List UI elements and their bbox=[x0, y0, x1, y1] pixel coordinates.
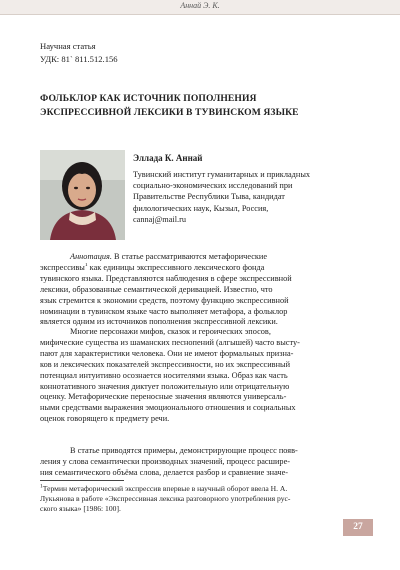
paragraph-line: ков и лексических показателей экспрессивности, но их экспрессивный bbox=[40, 359, 291, 369]
footnote-divider bbox=[40, 480, 124, 481]
paragraph-line: ными средствами выражения эмоционального отношения и социальных bbox=[40, 403, 296, 413]
paragraph-line: потенциал интуитивно осознается носителями языка. Образ как часть bbox=[40, 370, 288, 380]
abstract-text: экспрессивы bbox=[40, 262, 85, 272]
paragraph-line: оценок говорящего к предмету речи. bbox=[40, 414, 170, 424]
paragraph-line: ления у слова семантически производных значений, процесс расшире- bbox=[40, 456, 291, 466]
footnote-text: Термин метафорический экспрессив впервые в научный оборот ввела Н. А. bbox=[42, 484, 288, 493]
affiliation-line: филологических наук, Кызыл, Россия, bbox=[133, 203, 269, 213]
paragraph-3 bbox=[40, 446, 371, 479]
paragraph-line: оценку. Метафорические переносные значения являются универсаль- bbox=[40, 392, 287, 402]
abstract-line bbox=[40, 263, 371, 274]
footnote-marker: 1 bbox=[40, 483, 43, 490]
affiliation-line: Тувинский институт гуманитарных и прикладных bbox=[133, 170, 311, 179]
footnote-line bbox=[40, 484, 371, 494]
footnote-line: Лукьянова в работе «Экспрессивная лексика разговорного употребления рус- bbox=[40, 494, 291, 503]
footnote-line: ского языка» [1986: 100]. bbox=[40, 504, 121, 513]
abstract-line: номинации в тувинском языке часто выполняет метафора, а фольклор bbox=[40, 306, 288, 316]
abstract bbox=[40, 252, 371, 328]
abstract-line bbox=[40, 252, 371, 263]
paragraph-line: пают для характеристики человека. Они не имеют формальных призна- bbox=[40, 348, 294, 358]
author-email[interactable]: cannaj@mail.ru bbox=[133, 214, 187, 224]
paragraph-line: Многие персонажи мифов, сказок и героических эпосов, bbox=[70, 327, 271, 336]
author-affiliation bbox=[133, 169, 371, 225]
author-portrait-image bbox=[40, 150, 125, 240]
paragraph-line: мифические существа из шаманских песнопений (алгышей) часто высту- bbox=[40, 337, 300, 347]
udc-code: УДК: 81` 811.512.156 bbox=[40, 54, 118, 64]
paragraph-2 bbox=[40, 327, 371, 425]
affiliation-line: Правительстве Республики Тыва, кандидат bbox=[133, 192, 285, 202]
abstract-text: В статье рассматриваются метафорические bbox=[111, 252, 268, 261]
paragraph-line: ния семантического объёма слова, делается разбор и сравнение значе- bbox=[40, 467, 289, 477]
abstract-text: как единицы экспрессивного лексического фонда bbox=[87, 262, 265, 272]
abstract-line: язык стремится к экономии средств, поэтому функцию экспрессивной bbox=[40, 295, 289, 305]
abstract-label: Аннотация. bbox=[70, 252, 112, 261]
title-line: ЭКСПРЕССИВНОЙ ЛЕКСИКИ В ТУВИНСКОМ ЯЗЫКЕ bbox=[40, 107, 299, 118]
author-photo bbox=[40, 150, 125, 240]
author-name: Эллада К. Аннай bbox=[133, 153, 203, 163]
abstract-line: тувинского языка. Представляются наблюдения в сфере экспрессивной bbox=[40, 273, 292, 283]
article-type: Научная статья bbox=[40, 41, 96, 51]
page-number: 27 bbox=[343, 519, 373, 536]
footnote bbox=[40, 484, 371, 514]
footnote-ref[interactable]: 1 bbox=[84, 262, 88, 269]
title-line: ФОЛЬКЛОР КАК ИСТОЧНИК ПОПОЛНЕНИЯ bbox=[40, 93, 257, 104]
paragraph-line: В статье приводятся примеры, демонстрирующие процесс появ- bbox=[70, 446, 298, 455]
abstract-line: является одним из источников пополнения экспрессивной лексики. bbox=[40, 317, 278, 327]
affiliation-line: социально-экономических исследований при bbox=[133, 181, 293, 191]
article-title bbox=[40, 92, 370, 120]
paragraph-line: коннотативного значения диктует положительную или отрицательную bbox=[40, 381, 290, 391]
running-head: Аннай Э. К. bbox=[180, 1, 220, 10]
abstract-line: лексики, образованные семантической деривацией. Известно, что bbox=[40, 284, 273, 294]
